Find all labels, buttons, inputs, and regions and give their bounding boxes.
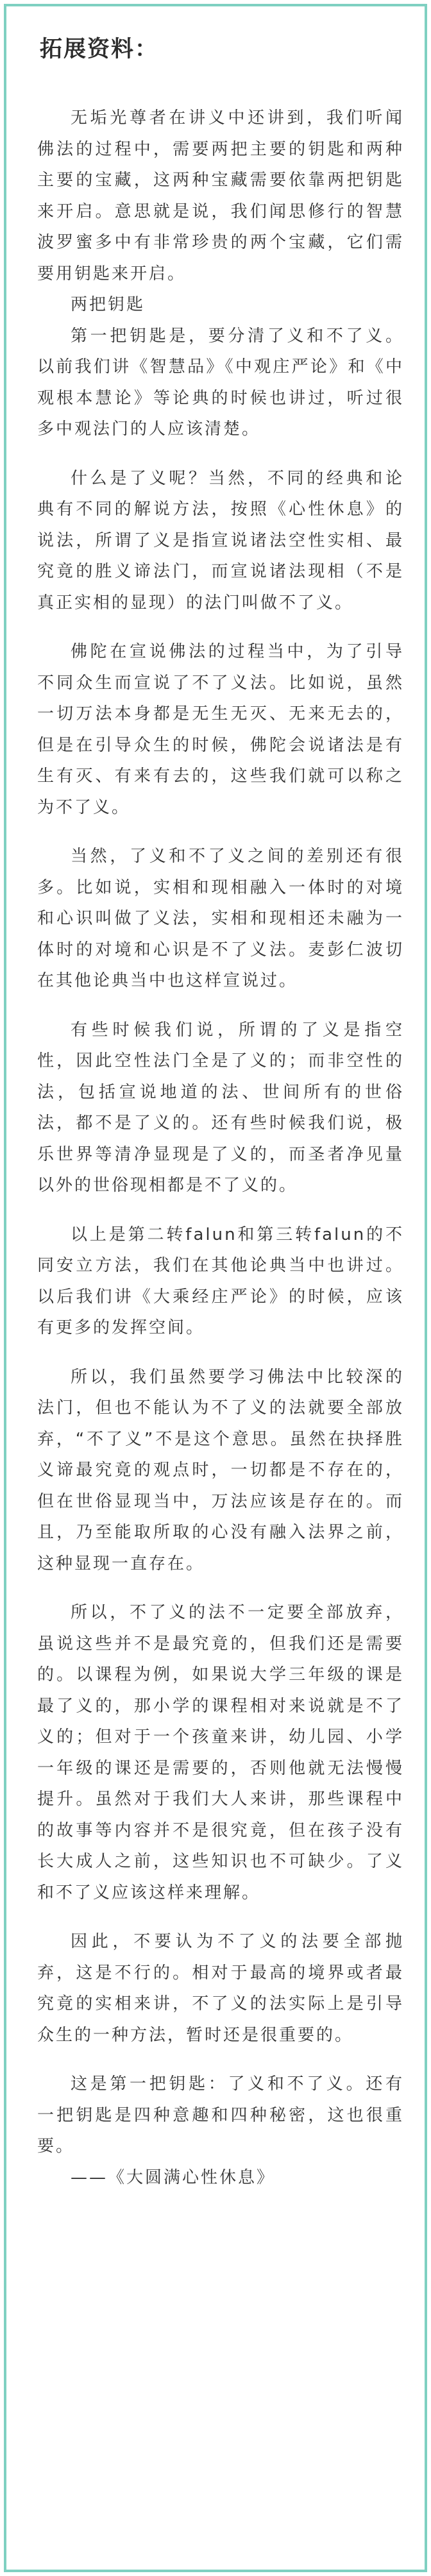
paragraph-curriculum-example: 所以，不了义的法不一定要全部放弃，虽说这些并不是最究竟的，但我们还是需要的。以课程为例，如果说大学三年级的课是最了义的，那小学的课程相对来说就是不了义的；但对于一个孩童来讲，幼儿园、小学一年级的课还是需要的，否则他就无法慢慢提升。虽然对于我们大人来讲，那些课程中的故事等内容并不是很究竟，但在孩子没有长大成人之前，这些知识也不可缺少。了义和不了义应该这样来理解。 bbox=[37, 1603, 404, 1902]
paragraph-not-abandon: 所以，我们虽然要学习佛法中比较深的法门，但也不能认为不了义的法就要全部放弃，“不了义”不是这个意思。虽然在抉择胜义谛最究竟的观点时，一切都是不存在的，但在世俗显现当中，万法应该是存在的。而且，乃至能取所取的心没有融入法界之前，这种显现一直存在。 bbox=[37, 1367, 404, 1573]
paragraph-second-key: 这是第一把钥匙：了义和不了义。还有一把钥匙是四种意趣和四种秘密，这也很重要。 bbox=[37, 2074, 404, 2156]
paragraph-emptiness: 有些时候我们说，所谓的了义是指空性，因此空性法门全是了义的；而非空性的法，包括宣说地道的法、世间所有的世俗法，都不是了义的。还有些时候我们说，极乐世界等清净显现是了义的，而圣者净见量以外的世俗现相都是不了义的。 bbox=[37, 1020, 404, 1195]
subheading-two-keys: 两把钥匙 bbox=[71, 295, 146, 314]
paragraph-first-key: 第一把钥匙是，要分清了义和不了义。以前我们讲《智慧品》《中观庄严论》和《中观根本慧论》等论典的时候也讲过，听过很多中观法门的人应该清楚。 bbox=[37, 326, 404, 439]
paragraph-conclusion: 因此，不要认为不了义的法要全部抛弃，这是不行的。相对于最高的境界或者最究竟的实相来讲，不了义的法实际上是引导众生的一种方法，暂时还是很重要的。 bbox=[37, 1932, 404, 2045]
paragraph-intro: 无垢光尊者在讲义中还讲到，我们听闻佛法的过程中，需要两把主要的钥匙和两种主要的宝藏，这两种宝藏需要依靠两把钥匙来开启。意思就是说，我们闻思修行的智慧波罗蜜多中有非常珍贵的两个宝藏，它们需要用钥匙来开启。 bbox=[37, 108, 404, 284]
section-heading: 拓展资料： bbox=[40, 37, 159, 62]
paragraph-buddha-teaching: 佛陀在宣说佛法的过程当中，为了引导不同众生而宣说了不了义法。比如说，虽然一切万法本身都是无生无灭、无来无去的，但是在引导众生的时候，佛陀会说诸法是有生有灭、有来有去的，这些我们就可以称之为不了义。 bbox=[37, 642, 404, 817]
content-card bbox=[4, 4, 427, 2572]
heading-row bbox=[40, 28, 158, 67]
paragraph-differences: 当然，了义和不了义之间的差别还有很多。比如说，实相和现相融入一体时的对境和心识叫做了义法，实相和现相还未融为一体时的对境和心识是不了义法。麦彭仁波切在其他论典当中也这样宣说过。 bbox=[37, 847, 404, 990]
paragraph-definition: 什么是了义呢？当然，不同的经典和论典有不同的解说方法，按照《心性休息》的说法，所谓了义是指宣说诸法空性实相、最究竟的胜义谛法门，而宣说诸法现相（不是真正实相的显现）的法门叫做不了义。 bbox=[37, 468, 404, 613]
paragraph-turnings: 以上是第二转falun和第三转falun的不同安立方法，我们在其他论典当中也讲过。以后我们讲《大乘经庄严论》的时候，应该有更多的发挥空间。 bbox=[37, 1224, 404, 1337]
source-citation: ——《大圆满心性休息》 bbox=[71, 2167, 276, 2187]
article-body bbox=[37, 103, 404, 2193]
